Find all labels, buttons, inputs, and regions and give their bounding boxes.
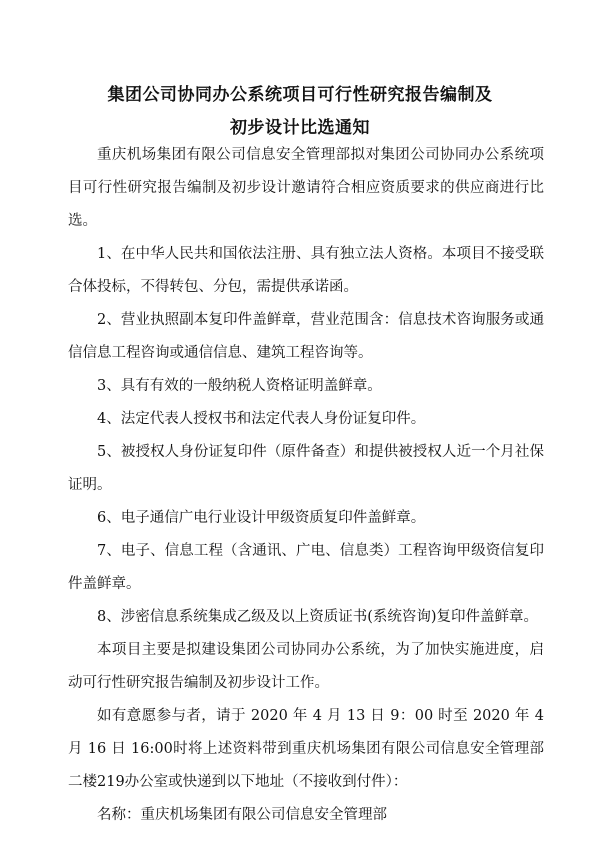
requirement-4: 4、法定代表人授权书和法定代表人身份证复印件。: [97, 411, 426, 427]
requirement-3: 3、具有有效的一般纳税人资格证明盖鲜章。: [97, 378, 382, 394]
intro-paragraph: 重庆机场集团有限公司信息安全管理部拟对集团公司协同办公系统项目可行性研究报告编制及初步设计邀请符合相应资质要求的供应商进行比选。: [68, 147, 544, 229]
requirement-1: 1、在中华人民共和国依法注册、具有独立法人资格。本项目不接受联合体投标，不得转包、分包，需提供承诺函。: [68, 246, 544, 295]
submission-instructions: 如有意愿参与者，请于 2020 年 4 月 13 日 9：00 时至 2020 年 4 月 16 日 16:00时将上述资料带到重庆机场集团有限公司信息安全管理部二楼219办公室或快递到以下地址（不接收到付件）：: [68, 708, 544, 790]
document-title-line-2: 初步设计比选通知: [230, 118, 370, 138]
requirement-7: 7、电子、信息工程（含通讯、广电、信息类）工程咨询甲级资信复印件盖鲜章。: [68, 543, 544, 592]
project-description: 本项目主要是拟建设集团公司协同办公系统，为了加快实施进度，启动可行性研究报告编制及初步设计工作。: [68, 642, 544, 691]
address-name: 名称：重庆机场集团有限公司信息安全管理部: [97, 807, 387, 823]
requirement-6: 6、电子通信广电行业设计甲级资质复印件盖鲜章。: [97, 510, 426, 526]
requirement-8: 8、涉密信息系统集成乙级及以上资质证书(系统咨询)复印件盖鲜章。: [97, 609, 539, 625]
requirement-5: 5、被授权人身份证复印件（原件备查）和提供被授权人近一个月社保证明。: [68, 444, 544, 493]
document-title-line-1: 集团公司协同办公系统项目可行性研究报告编制及: [107, 85, 493, 105]
requirement-2: 2、营业执照副本复印件盖鲜章，营业范围含：信息技术咨询服务或通信信息工程咨询或通信信息、建筑工程咨询等。: [68, 312, 544, 361]
document-body: [68, 139, 544, 832]
